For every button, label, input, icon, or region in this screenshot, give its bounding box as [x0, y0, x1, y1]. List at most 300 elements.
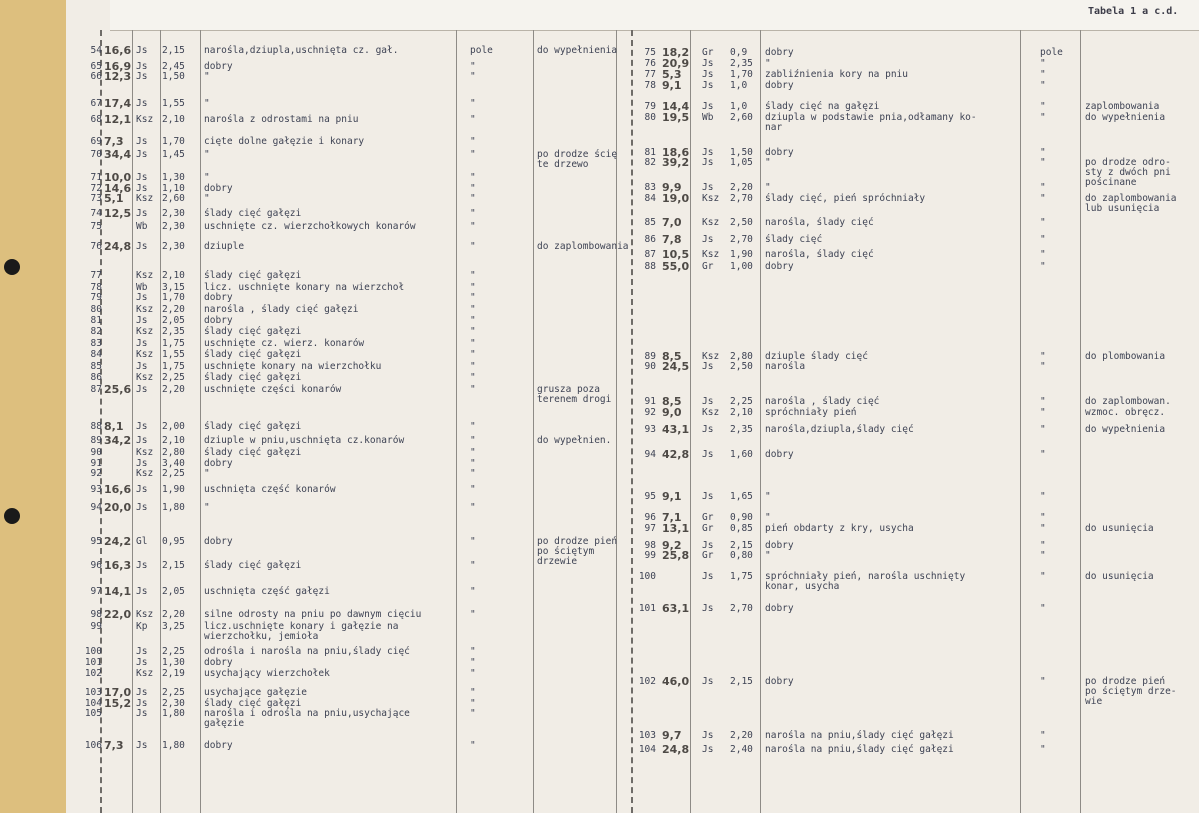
- cell-sp: Ksz: [136, 468, 154, 479]
- cell-desc: dobry: [204, 61, 233, 72]
- cell-rec: te drzewo: [537, 159, 589, 170]
- cell-loc: ": [470, 241, 476, 252]
- cell-hw: 16,6: [104, 483, 132, 496]
- cell-sp: Js: [136, 698, 148, 709]
- cell-loc: ": [470, 646, 476, 657]
- cell-sp: Ksz: [702, 193, 720, 204]
- cell-sp: Js: [702, 147, 714, 158]
- cell-desc: dobry: [204, 183, 233, 194]
- cell-h: 2,20: [162, 609, 185, 620]
- cell-h: 2,05: [162, 586, 185, 597]
- cell-desc: narośla, ślady cięć: [765, 217, 874, 228]
- cell-h: 2,80: [730, 351, 753, 362]
- cell-no: 102: [84, 668, 102, 679]
- cell-sp: Js: [136, 586, 148, 597]
- cell-sp: Js: [136, 208, 148, 219]
- cell-hw: 17,0: [104, 686, 132, 699]
- cell-rec: wzmoc. obręcz.: [1085, 407, 1166, 418]
- cell-sp: Js: [136, 484, 148, 495]
- cell-sp: Ksz: [136, 668, 154, 679]
- cell-loc: ": [1040, 69, 1046, 80]
- column-rule: [1080, 30, 1081, 813]
- cell-loc: ": [1040, 407, 1046, 418]
- cell-desc: nar: [765, 122, 783, 133]
- cell-loc: ": [1040, 361, 1046, 372]
- cell-loc: ": [470, 270, 476, 281]
- cell-loc: ": [470, 586, 476, 597]
- binder-hole-bottom: [4, 508, 20, 524]
- cell-no: 84: [90, 349, 102, 360]
- cell-no: 102: [638, 676, 656, 687]
- cell-h: 1,55: [162, 98, 185, 109]
- cell-no: 69: [90, 136, 102, 147]
- cell-desc: dobry: [765, 676, 794, 687]
- cell-hw: 10,5: [662, 248, 690, 261]
- cell-hw: 14,1: [104, 585, 132, 598]
- cell-sp: Ksz: [702, 249, 720, 260]
- cell-rec: drzewie: [537, 556, 578, 567]
- cell-hw: 19,0: [662, 192, 690, 205]
- cell-loc: ": [470, 668, 476, 679]
- cell-loc: ": [1040, 571, 1046, 582]
- cell-loc: ": [1040, 157, 1046, 168]
- cell-no: 76: [644, 58, 656, 69]
- cell-no: 87: [90, 384, 102, 395]
- cell-loc: ": [1040, 261, 1046, 272]
- cell-desc: dobry: [204, 657, 233, 668]
- cell-loc: ": [470, 536, 476, 547]
- cell-rec: do zaplombowania: [537, 241, 629, 252]
- cell-sp: Js: [136, 458, 148, 469]
- cell-loc: ": [470, 458, 476, 469]
- cell-no: 84: [644, 193, 656, 204]
- cell-loc: ": [1040, 744, 1046, 755]
- cell-no: 92: [644, 407, 656, 418]
- cell-h: 0,85: [730, 523, 753, 534]
- cell-loc: ": [470, 740, 476, 751]
- cell-hw: 7,8: [662, 233, 682, 246]
- cell-loc: ": [1040, 396, 1046, 407]
- column-rule: [631, 30, 633, 813]
- cell-no: 99: [644, 550, 656, 561]
- cell-sp: Js: [702, 730, 714, 741]
- cell-loc: ": [470, 61, 476, 72]
- cell-desc: ": [204, 172, 210, 183]
- cell-sp: Js: [136, 183, 148, 194]
- cell-hw: 20,9: [662, 57, 690, 70]
- cell-no: 104: [84, 698, 102, 709]
- cell-desc: ślady cięć gałęzi: [204, 208, 302, 219]
- cell-hw: 25,8: [662, 549, 690, 562]
- cell-h: 3,15: [162, 282, 185, 293]
- cell-desc: dobry: [204, 315, 233, 326]
- cell-loc: ": [470, 447, 476, 458]
- cell-no: 98: [644, 540, 656, 551]
- cell-h: 1,75: [730, 571, 753, 582]
- cell-h: 2,25: [162, 468, 185, 479]
- cell-hw: 39,2: [662, 156, 690, 169]
- cell-desc: ": [765, 491, 771, 502]
- cell-h: 2,35: [162, 326, 185, 337]
- cell-no: 88: [644, 261, 656, 272]
- cell-hw: 16,9: [104, 60, 132, 73]
- cell-no: 80: [90, 304, 102, 315]
- cell-no: 97: [90, 586, 102, 597]
- cell-loc: ": [1040, 351, 1046, 362]
- cell-h: 2,15: [162, 560, 185, 571]
- cell-desc: gałęzie: [204, 718, 245, 729]
- column-rule: [1020, 30, 1021, 813]
- cell-sp: Js: [136, 71, 148, 82]
- cell-h: 2,10: [730, 407, 753, 418]
- cell-desc: licz.uschnięte konary i gałęzie na: [204, 621, 399, 632]
- cell-desc: ": [765, 550, 771, 561]
- column-rule: [533, 30, 534, 813]
- cell-no: 82: [90, 326, 102, 337]
- cell-sp: Js: [136, 292, 148, 303]
- cell-hw: 5,1: [104, 192, 124, 205]
- cell-no: 78: [90, 282, 102, 293]
- cell-loc: ": [470, 657, 476, 668]
- cell-sp: Ksz: [136, 372, 154, 383]
- cell-h: 0,90: [730, 512, 753, 523]
- cell-no: 85: [644, 217, 656, 228]
- cell-desc: ślady cięć na gałęzi: [765, 101, 880, 112]
- cell-sp: Wb: [702, 112, 714, 123]
- cell-hw: 24,2: [104, 535, 132, 548]
- cell-rec: do zaplombowania: [1085, 193, 1177, 204]
- cell-h: 2,80: [162, 447, 185, 458]
- cell-loc: ": [1040, 676, 1046, 687]
- cell-loc: ": [470, 502, 476, 513]
- cell-loc: ": [470, 338, 476, 349]
- cell-h: 2,50: [730, 361, 753, 372]
- cell-h: 2,10: [162, 114, 185, 125]
- cell-desc: narośla,dziupla,ślady cięć: [765, 424, 914, 435]
- cell-h: 2,20: [730, 182, 753, 193]
- cell-no: 80: [644, 112, 656, 123]
- cell-desc: ślady cięć gałęzi: [204, 349, 302, 360]
- cell-sp: Js: [136, 98, 148, 109]
- cell-loc: pole: [470, 45, 493, 56]
- cell-hw: 5,3: [662, 68, 682, 81]
- cell-sp: Js: [702, 396, 714, 407]
- cell-loc: ": [470, 193, 476, 204]
- cell-loc: ": [1040, 540, 1046, 551]
- cell-hw: 8,1: [104, 420, 124, 433]
- cell-h: 2,05: [162, 315, 185, 326]
- cell-loc: ": [470, 687, 476, 698]
- cell-sp: Ksz: [702, 351, 720, 362]
- cell-sp: Js: [136, 657, 148, 668]
- cell-sp: Ksz: [136, 114, 154, 125]
- cell-hw: 16,6: [104, 44, 132, 57]
- cell-desc: ": [204, 468, 210, 479]
- cell-h: 1,05: [730, 157, 753, 168]
- cell-desc: cięte dolne gałęzie i konary: [204, 136, 365, 147]
- cell-loc: ": [470, 326, 476, 337]
- cell-hw: 24,8: [662, 743, 690, 756]
- cell-h: 1,60: [730, 449, 753, 460]
- cell-sp: Js: [136, 361, 148, 372]
- column-rule: [616, 30, 617, 813]
- cell-desc: uschnięte konary na wierzchołku: [204, 361, 382, 372]
- cell-sp: Js: [702, 744, 714, 755]
- cell-rec: po drodze ścię: [537, 149, 618, 160]
- cell-h: 1,30: [162, 657, 185, 668]
- cell-h: 2,20: [162, 304, 185, 315]
- cell-hw: 14,6: [104, 182, 132, 195]
- cell-hw: 12,5: [104, 207, 132, 220]
- cell-desc: dobry: [204, 292, 233, 303]
- cell-desc: wierzchołku, jemioła: [204, 631, 319, 642]
- cell-sp: Ksz: [136, 349, 154, 360]
- cell-h: 1,50: [730, 147, 753, 158]
- cell-loc: ": [470, 282, 476, 293]
- cell-h: 2,30: [162, 241, 185, 252]
- cell-no: 96: [644, 512, 656, 523]
- cell-no: 106: [84, 740, 102, 751]
- cell-desc: ślady cięć gałęzi: [204, 372, 302, 383]
- cell-desc: dobry: [765, 147, 794, 158]
- cell-rec: do wypełnienia: [1085, 112, 1166, 123]
- cell-loc: ": [1040, 80, 1046, 91]
- cell-desc: spróchniały pień, narośla uschnięty: [765, 571, 966, 582]
- cell-sp: Js: [136, 421, 148, 432]
- cell-no: 66: [90, 71, 102, 82]
- cell-h: 2,00: [162, 421, 185, 432]
- cell-hw: 55,0: [662, 260, 690, 273]
- cell-no: 105: [84, 708, 102, 719]
- cell-sp: Js: [136, 315, 148, 326]
- cell-sp: Js: [136, 384, 148, 395]
- cell-no: 89: [90, 435, 102, 446]
- cell-h: 1,90: [730, 249, 753, 260]
- cell-no: 83: [644, 182, 656, 193]
- cell-no: 91: [90, 458, 102, 469]
- cell-loc: ": [470, 221, 476, 232]
- cell-rec: po drodze pień: [1085, 676, 1166, 687]
- cell-sp: Js: [702, 80, 714, 91]
- cell-loc: ": [470, 349, 476, 360]
- cell-h: 1,80: [162, 502, 185, 513]
- cell-h: 2,25: [162, 646, 185, 657]
- cell-sp: Js: [136, 61, 148, 72]
- cell-rec: do wypełnien.: [537, 435, 612, 446]
- cell-desc: dobry: [765, 80, 794, 91]
- cell-hw: 8,5: [662, 395, 682, 408]
- cell-h: 2,70: [730, 193, 753, 204]
- cell-hw: 63,1: [662, 602, 690, 615]
- cell-no: 75: [90, 221, 102, 232]
- cell-sp: Js: [702, 540, 714, 551]
- cell-hw: 18,6: [662, 146, 690, 159]
- cell-hw: 46,0: [662, 675, 690, 688]
- cell-desc: dziuple ślady cięć: [765, 351, 868, 362]
- cell-desc: ": [204, 149, 210, 160]
- cell-loc: ": [1040, 512, 1046, 523]
- cell-desc: dobry: [204, 740, 233, 751]
- cell-sp: Ksz: [702, 217, 720, 228]
- cell-h: 2,25: [162, 372, 185, 383]
- cell-loc: ": [470, 149, 476, 160]
- cell-h: 1,65: [730, 491, 753, 502]
- cell-hw: 8,5: [662, 350, 682, 363]
- cell-loc: ": [1040, 147, 1046, 158]
- cell-hw: 13,1: [662, 522, 690, 535]
- cell-hw: 7,3: [104, 135, 124, 148]
- paper-edge: [0, 0, 72, 813]
- cell-no: 79: [90, 292, 102, 303]
- cell-no: 85: [90, 361, 102, 372]
- cell-loc: ": [1040, 491, 1046, 502]
- cell-hw: 34,2: [104, 434, 132, 447]
- cell-no: 97: [644, 523, 656, 534]
- cell-no: 92: [90, 468, 102, 479]
- cell-h: 2,50: [730, 217, 753, 228]
- cell-desc: usychający wierzchołek: [204, 668, 330, 679]
- cell-hw: 12,1: [104, 113, 132, 126]
- cell-loc: ": [470, 183, 476, 194]
- cell-h: 2,20: [162, 384, 185, 395]
- cell-sp: Gr: [702, 523, 714, 534]
- cell-no: 89: [644, 351, 656, 362]
- cell-desc: ": [765, 512, 771, 523]
- cell-no: 82: [644, 157, 656, 168]
- cell-h: 1,10: [162, 183, 185, 194]
- cell-desc: ślady cięć gałęzi: [204, 270, 302, 281]
- header-strip: [110, 0, 1199, 31]
- cell-desc: ślady cięć gałęzi: [204, 698, 302, 709]
- cell-desc: narośla na pniu,ślady cięć gałęzi: [765, 744, 954, 755]
- cell-desc: narośla , ślady cięć gałęzi: [204, 304, 359, 315]
- cell-loc: ": [1040, 58, 1046, 69]
- cell-sp: Ksz: [136, 326, 154, 337]
- cell-h: 2,10: [162, 270, 185, 281]
- cell-h: 2,10: [162, 435, 185, 446]
- cell-desc: narośla na pniu,ślady cięć gałęzi: [765, 730, 954, 741]
- cell-desc: uschnięta część konarów: [204, 484, 336, 495]
- cell-hw: 22,0: [104, 608, 132, 621]
- cell-sp: Js: [702, 571, 714, 582]
- cell-loc: ": [470, 315, 476, 326]
- cell-desc: silne odrosty na pniu po dawnym cięciu: [204, 609, 422, 620]
- cell-sp: Js: [702, 58, 714, 69]
- cell-sp: Js: [136, 708, 148, 719]
- column-rule: [200, 30, 201, 813]
- cell-h: 1,50: [162, 71, 185, 82]
- cell-sp: Ksz: [136, 193, 154, 204]
- cell-desc: dziuple: [204, 241, 245, 252]
- cell-h: 1,80: [162, 740, 185, 751]
- cell-h: 2,25: [730, 396, 753, 407]
- cell-h: 1,70: [730, 69, 753, 80]
- cell-desc: narośla , ślady cięć: [765, 396, 880, 407]
- cell-h: 0,9: [730, 47, 748, 58]
- cell-sp: Ksz: [136, 270, 154, 281]
- cell-h: 2,15: [730, 676, 753, 687]
- cell-no: 101: [638, 603, 656, 614]
- cell-desc: ślady cięć gałęzi: [204, 560, 302, 571]
- cell-hw: 20,0: [104, 501, 132, 514]
- cell-rec: po ściętym drze-: [1085, 686, 1177, 697]
- cell-sp: Js: [702, 234, 714, 245]
- cell-sp: Js: [136, 687, 148, 698]
- cell-hw: 17,4: [104, 97, 132, 110]
- cell-no: 75: [644, 47, 656, 58]
- cell-h: 2,20: [730, 730, 753, 741]
- cell-desc: spróchniały pień: [765, 407, 857, 418]
- cell-no: 103: [638, 730, 656, 741]
- column-rule: [456, 30, 457, 813]
- cell-hw: 9,7: [662, 729, 682, 742]
- cell-sp: Js: [136, 136, 148, 147]
- cell-rec: po drodze odro-: [1085, 157, 1171, 168]
- cell-loc: ": [1040, 101, 1046, 112]
- cell-desc: ": [204, 502, 210, 513]
- cell-hw: 19,5: [662, 111, 690, 124]
- cell-desc: dobry: [765, 540, 794, 551]
- cell-h: 0,80: [730, 550, 753, 561]
- cell-rec: po drodze pień: [537, 536, 618, 547]
- cell-rec: do wypełnienia: [1085, 424, 1166, 435]
- cell-sp: Js: [136, 740, 148, 751]
- cell-sp: Js: [702, 491, 714, 502]
- cell-hw: 7,0: [662, 216, 682, 229]
- cell-loc: ": [470, 484, 476, 495]
- cell-loc: ": [1040, 550, 1046, 561]
- cell-no: 65: [90, 61, 102, 72]
- cell-rec: do plombowania: [1085, 351, 1166, 362]
- cell-desc: ": [204, 71, 210, 82]
- cell-h: 2,60: [730, 112, 753, 123]
- cell-h: 1,30: [162, 172, 185, 183]
- cell-h: 1,75: [162, 338, 185, 349]
- cell-hw: 43,1: [662, 423, 690, 436]
- cell-no: 77: [644, 69, 656, 80]
- cell-loc: ": [1040, 249, 1046, 260]
- cell-loc: ": [470, 361, 476, 372]
- cell-no: 100: [638, 571, 656, 582]
- cell-hw: 9,9: [662, 181, 682, 194]
- cell-hw: 9,0: [662, 406, 682, 419]
- cell-loc: ": [470, 136, 476, 147]
- cell-h: 3,25: [162, 621, 185, 632]
- cell-desc: narośla z odrostami na pniu: [204, 114, 359, 125]
- cell-no: 78: [644, 80, 656, 91]
- cell-sp: Js: [136, 560, 148, 571]
- cell-desc: ": [204, 193, 210, 204]
- cell-loc: ": [1040, 234, 1046, 245]
- cell-no: 77: [90, 270, 102, 281]
- cell-sp: Ksz: [136, 447, 154, 458]
- cell-hw: 7,3: [104, 739, 124, 752]
- cell-rec: do usunięcia: [1085, 523, 1154, 534]
- cell-no: 76: [90, 241, 102, 252]
- cell-sp: Js: [702, 676, 714, 687]
- cell-h: 2,70: [730, 234, 753, 245]
- cell-h: 1,70: [162, 136, 185, 147]
- cell-hw: 7,1: [662, 511, 682, 524]
- cell-h: 2,45: [162, 61, 185, 72]
- cell-no: 81: [644, 147, 656, 158]
- cell-hw: 15,2: [104, 697, 132, 710]
- cell-sp: Js: [702, 69, 714, 80]
- cell-sp: Js: [702, 157, 714, 168]
- cell-h: 2,30: [162, 221, 185, 232]
- cell-desc: uschnięte cz. wierz. konarów: [204, 338, 365, 349]
- binder-hole-top: [4, 259, 20, 275]
